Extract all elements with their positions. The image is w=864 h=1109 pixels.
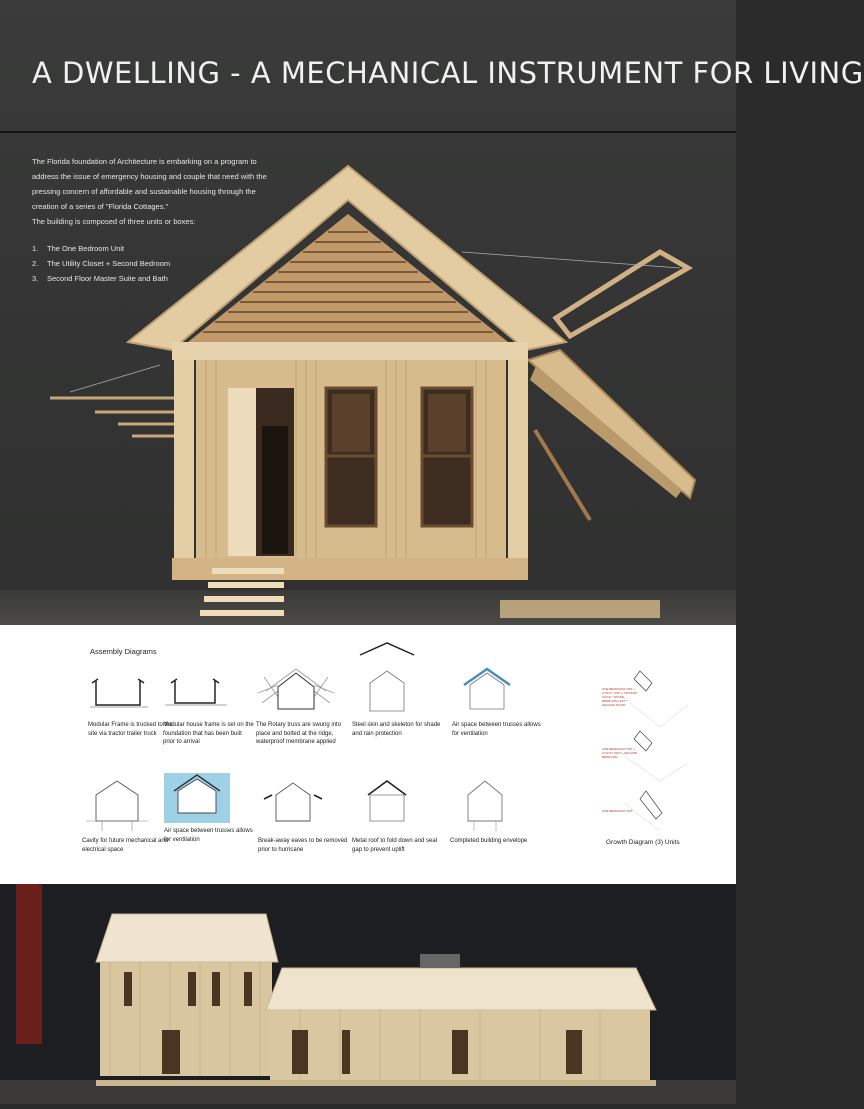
ventilation-diagram [452,667,522,717]
step-caption: Air space between trusses allows for ventilation [452,722,541,737]
unit-list [32,241,272,286]
assembly-step-9 [352,777,444,854]
assembly-step-4 [352,643,444,738]
break-away-eaves-diagram [258,777,328,833]
growth-note: ONE BEDROOM UNIT + UTILITY UNIT + MASTER SUITE * SPOKE BEDROOM UNIT * SECOND STORY [602,687,637,707]
frame-foundation-diagram [163,673,233,717]
step-caption: The Rotary truss are swung into place and bolted at the ridge, waterproof membrane applied [256,722,342,745]
list-item-number: 3. [32,274,39,283]
long-cottage-model [0,884,736,1104]
completed-envelope-diagram [450,777,520,833]
assembly-diagrams-panel [0,625,736,884]
cottage-model-photo [0,0,736,625]
step-caption: Modular Frame is trucked to the site via tractor trailer truck [88,722,173,737]
steel-skin-diagram [352,643,422,717]
assembly-step-10 [450,777,542,846]
step-caption: Modular house frame is set on the foundation that has been built prior to arrival [163,722,254,745]
intro-text [32,154,272,286]
list-item-label: The One Bedroom Unit [47,244,125,253]
page-title: A DWELLING - A MECHANICAL INSTRUMENT FOR LIVING [32,56,864,90]
frame-truck-diagram [88,673,158,717]
list-item-number: 1. [32,244,39,253]
growth-note: ONE BEDROOM UNIT [602,809,633,813]
intro-paragraph: The Florida foundation of Architecture is embarking on a program to address the issue of emergency housing and couple that need with the pressing concern of affordable and sustainable housing through the creation of a series of "Florida Cottages." [32,157,267,211]
intro-lead: The building is composed of three units or boxes: [32,217,196,226]
growth-caption: Growth Diagram (3) Units [606,839,680,846]
ventilation-highlight-diagram [164,773,230,823]
growth-diagram [600,665,690,845]
model-elevation-photo [0,884,736,1104]
list-item [32,241,272,256]
assembly-step-3 [256,663,348,747]
list-item [32,271,272,286]
assembly-step-5 [452,667,544,738]
metal-roof-diagram [352,777,422,833]
step-caption: Completed building envelope [450,838,528,844]
assembly-step-8 [258,777,350,854]
list-item-number: 2. [32,259,39,268]
step-caption: Metal roof to fold down and seal gap to prevent uplift [352,838,438,853]
mechanical-cavity-diagram [82,777,152,833]
step-caption: Air space between trusses allows for ventilation [164,828,253,843]
list-item-label: Second Floor Master Suite and Bath [47,274,168,283]
step-caption: Break-away eaves to be removed prior to hurricane [258,838,348,853]
assembly-step-6 [82,777,174,854]
assembly-step-7 [164,773,256,844]
list-item [32,256,272,271]
rotary-truss-diagram [256,663,336,717]
step-caption: Steel skin and skeleton for shade and rain protection [352,722,441,737]
growth-note: ONE BEDROOM UNIT + UTILITY UNIT + SECOND BEDROOM [602,747,638,759]
assembly-step-2 [163,673,255,747]
assembly-heading: Assembly Diagrams [90,647,157,656]
title-divider [0,131,736,133]
list-item-label: The Utility Closet + Second Bedroom [47,259,171,268]
step-caption: Cavity for future mechanical and electrical space [82,838,169,853]
